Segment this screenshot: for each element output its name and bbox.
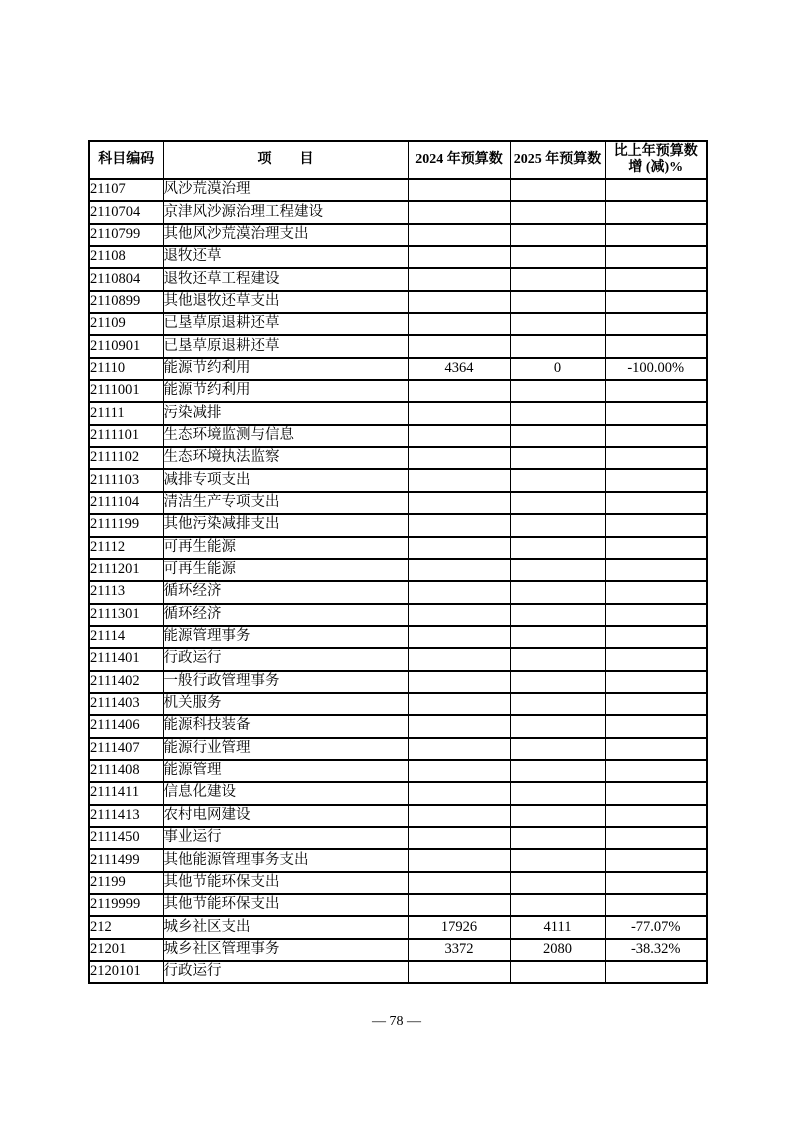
cell-change-pct (605, 201, 707, 223)
cell-code: 21199 (89, 872, 163, 894)
cell-change-pct (605, 805, 707, 827)
cell-budget-2024 (408, 805, 510, 827)
cell-code: 2111407 (89, 738, 163, 760)
cell-budget-2024 (408, 559, 510, 581)
cell-budget-2025 (510, 201, 605, 223)
cell-change-pct (605, 246, 707, 268)
cell-change-pct (605, 335, 707, 357)
cell-change-pct (605, 469, 707, 491)
cell-change-pct: -38.32% (605, 939, 707, 961)
cell-budget-2024: 3372 (408, 939, 510, 961)
cell-budget-2025 (510, 559, 605, 581)
cell-change-pct (605, 604, 707, 626)
cell-budget-2024 (408, 335, 510, 357)
cell-budget-2025 (510, 626, 605, 648)
cell-budget-2025 (510, 961, 605, 983)
cell-budget-2025 (510, 492, 605, 514)
cell-code: 2111413 (89, 805, 163, 827)
table-row (89, 581, 707, 603)
table-row (89, 849, 707, 871)
cell-change-pct (605, 447, 707, 469)
cell-budget-2024 (408, 268, 510, 290)
cell-budget-2025 (510, 849, 605, 871)
cell-item: 行政运行 (163, 648, 408, 670)
cell-budget-2025 (510, 581, 605, 603)
cell-change-pct (605, 760, 707, 782)
cell-budget-2025 (510, 604, 605, 626)
cell-code: 21110 (89, 358, 163, 380)
table-row (89, 425, 707, 447)
cell-budget-2024: 4364 (408, 358, 510, 380)
cell-item: 能源科技装备 (163, 715, 408, 737)
cell-budget-2025 (510, 872, 605, 894)
cell-budget-2025 (510, 827, 605, 849)
cell-change-pct: -100.00% (605, 358, 707, 380)
cell-budget-2024 (408, 738, 510, 760)
table-row (89, 671, 707, 693)
cell-item: 循环经济 (163, 604, 408, 626)
cell-change-pct (605, 402, 707, 424)
table-body (89, 179, 707, 983)
cell-budget-2025 (510, 805, 605, 827)
cell-item: 城乡社区管理事务 (163, 939, 408, 961)
cell-item: 可再生能源 (163, 559, 408, 581)
cell-budget-2024 (408, 827, 510, 849)
cell-change-pct (605, 224, 707, 246)
cell-budget-2024 (408, 313, 510, 335)
cell-change-pct (605, 693, 707, 715)
cell-budget-2024 (408, 447, 510, 469)
cell-change-pct (605, 715, 707, 737)
table-row (89, 447, 707, 469)
cell-code: 2111406 (89, 715, 163, 737)
cell-code: 2111403 (89, 693, 163, 715)
table-row (89, 179, 707, 201)
cell-budget-2024 (408, 648, 510, 670)
budget-table (88, 140, 708, 984)
cell-item: 退牧还草工程建设 (163, 268, 408, 290)
table-row (89, 514, 707, 536)
cell-item: 其他风沙荒漠治理支出 (163, 224, 408, 246)
cell-budget-2024 (408, 626, 510, 648)
cell-budget-2024 (408, 693, 510, 715)
table-row (89, 224, 707, 246)
cell-code: 2111001 (89, 380, 163, 402)
cell-budget-2025 (510, 738, 605, 760)
cell-change-pct (605, 380, 707, 402)
cell-change-pct (605, 268, 707, 290)
table-row (89, 402, 707, 424)
table-row (89, 827, 707, 849)
cell-code: 2111301 (89, 604, 163, 626)
cell-item: 已垦草原退耕还草 (163, 335, 408, 357)
cell-budget-2025 (510, 425, 605, 447)
cell-item: 已垦草原退耕还草 (163, 313, 408, 335)
col-header-budget-2024: 2024 年预算数 (408, 141, 510, 179)
cell-item: 风沙荒漠治理 (163, 179, 408, 201)
cell-code: 21114 (89, 626, 163, 648)
cell-budget-2025 (510, 894, 605, 916)
cell-change-pct (605, 671, 707, 693)
cell-item: 一般行政管理事务 (163, 671, 408, 693)
cell-item: 能源管理事务 (163, 626, 408, 648)
cell-code: 21113 (89, 581, 163, 603)
cell-change-pct (605, 849, 707, 871)
cell-budget-2024 (408, 671, 510, 693)
cell-budget-2024 (408, 782, 510, 804)
table-row (89, 537, 707, 559)
cell-change-pct (605, 313, 707, 335)
cell-budget-2025 (510, 715, 605, 737)
cell-budget-2025 (510, 648, 605, 670)
table-row (89, 291, 707, 313)
cell-budget-2025 (510, 224, 605, 246)
cell-code: 2110804 (89, 268, 163, 290)
cell-code: 2119999 (89, 894, 163, 916)
cell-change-pct (605, 827, 707, 849)
cell-budget-2025 (510, 760, 605, 782)
cell-budget-2025 (510, 313, 605, 335)
cell-code: 2111402 (89, 671, 163, 693)
table-row (89, 268, 707, 290)
cell-change-pct (605, 291, 707, 313)
cell-change-pct (605, 559, 707, 581)
cell-item: 其他退牧还草支出 (163, 291, 408, 313)
cell-item: 信息化建设 (163, 782, 408, 804)
cell-item: 污染减排 (163, 402, 408, 424)
cell-budget-2024 (408, 246, 510, 268)
table-row (89, 604, 707, 626)
cell-budget-2025 (510, 268, 605, 290)
cell-item: 清洁生产专项支出 (163, 492, 408, 514)
cell-code: 2111101 (89, 425, 163, 447)
cell-budget-2024 (408, 291, 510, 313)
header-row (89, 141, 707, 179)
cell-code: 212 (89, 916, 163, 938)
table-row (89, 872, 707, 894)
col-header-subject-code: 科目编码 (89, 141, 163, 179)
cell-change-pct (605, 782, 707, 804)
cell-budget-2024: 17926 (408, 916, 510, 938)
cell-budget-2024 (408, 179, 510, 201)
cell-budget-2024 (408, 380, 510, 402)
cell-item: 事业运行 (163, 827, 408, 849)
cell-item: 生态环境执法监察 (163, 447, 408, 469)
table-row (89, 246, 707, 268)
cell-code: 21201 (89, 939, 163, 961)
cell-budget-2025 (510, 447, 605, 469)
cell-code: 2111499 (89, 849, 163, 871)
cell-code: 2111103 (89, 469, 163, 491)
cell-change-pct (605, 872, 707, 894)
cell-budget-2024 (408, 224, 510, 246)
cell-budget-2025 (510, 335, 605, 357)
table-row (89, 335, 707, 357)
col-header-change-line2: 增 (减)% (628, 160, 684, 175)
cell-budget-2024 (408, 961, 510, 983)
cell-budget-2024 (408, 581, 510, 603)
cell-budget-2025 (510, 246, 605, 268)
cell-item: 机关服务 (163, 693, 408, 715)
cell-budget-2025 (510, 402, 605, 424)
cell-item: 京津风沙源治理工程建设 (163, 201, 408, 223)
table-row (89, 626, 707, 648)
cell-item: 行政运行 (163, 961, 408, 983)
cell-change-pct (605, 492, 707, 514)
cell-item: 其他节能环保支出 (163, 872, 408, 894)
cell-item: 退牧还草 (163, 246, 408, 268)
cell-code: 2110899 (89, 291, 163, 313)
cell-code: 2111199 (89, 514, 163, 536)
table-row (89, 358, 707, 380)
cell-code: 21107 (89, 179, 163, 201)
table-row (89, 648, 707, 670)
cell-change-pct (605, 581, 707, 603)
cell-budget-2024 (408, 201, 510, 223)
table-row (89, 313, 707, 335)
cell-budget-2025 (510, 782, 605, 804)
table-row (89, 894, 707, 916)
cell-code: 21111 (89, 402, 163, 424)
cell-budget-2025 (510, 380, 605, 402)
table-row (89, 469, 707, 491)
cell-item: 城乡社区支出 (163, 916, 408, 938)
cell-budget-2025 (510, 537, 605, 559)
cell-change-pct (605, 537, 707, 559)
table-row (89, 782, 707, 804)
cell-budget-2024 (408, 492, 510, 514)
cell-code: 21109 (89, 313, 163, 335)
cell-budget-2025 (510, 514, 605, 536)
cell-item: 能源节约利用 (163, 380, 408, 402)
cell-item: 减排专项支出 (163, 469, 408, 491)
cell-budget-2024 (408, 402, 510, 424)
cell-change-pct (605, 894, 707, 916)
table-row (89, 738, 707, 760)
cell-budget-2024 (408, 537, 510, 559)
cell-budget-2024 (408, 514, 510, 536)
page-number: — 78 — (372, 1014, 421, 1029)
cell-item: 农村电网建设 (163, 805, 408, 827)
table-row (89, 492, 707, 514)
cell-item: 其他能源管理事务支出 (163, 849, 408, 871)
cell-change-pct (605, 425, 707, 447)
cell-change-pct (605, 648, 707, 670)
cell-change-pct (605, 179, 707, 201)
table-row (89, 693, 707, 715)
cell-budget-2024 (408, 849, 510, 871)
cell-code: 2111102 (89, 447, 163, 469)
cell-budget-2025 (510, 291, 605, 313)
table-row (89, 715, 707, 737)
cell-budget-2024 (408, 604, 510, 626)
cell-change-pct: -77.07% (605, 916, 707, 938)
table-row (89, 380, 707, 402)
cell-budget-2024 (408, 425, 510, 447)
col-header-change-line1: 比上年预算数 (613, 144, 698, 159)
cell-change-pct (605, 738, 707, 760)
cell-item: 能源节约利用 (163, 358, 408, 380)
cell-budget-2025: 4111 (510, 916, 605, 938)
table-row (89, 760, 707, 782)
cell-code: 2111411 (89, 782, 163, 804)
cell-code: 2111450 (89, 827, 163, 849)
cell-budget-2024 (408, 894, 510, 916)
table-row (89, 961, 707, 983)
cell-code: 2110704 (89, 201, 163, 223)
cell-budget-2025 (510, 671, 605, 693)
cell-code: 2110799 (89, 224, 163, 246)
col-header-item: 项 目 (163, 141, 408, 179)
cell-change-pct (605, 961, 707, 983)
cell-code: 2111408 (89, 760, 163, 782)
table-row (89, 201, 707, 223)
cell-budget-2024 (408, 872, 510, 894)
cell-code: 2111104 (89, 492, 163, 514)
cell-code: 2120101 (89, 961, 163, 983)
col-header-change-pct (605, 141, 707, 179)
cell-item: 生态环境监测与信息 (163, 425, 408, 447)
table-row (89, 939, 707, 961)
cell-budget-2025 (510, 469, 605, 491)
cell-code: 2111401 (89, 648, 163, 670)
cell-code: 21108 (89, 246, 163, 268)
table-row (89, 559, 707, 581)
cell-budget-2025: 0 (510, 358, 605, 380)
cell-item: 其他污染减排支出 (163, 514, 408, 536)
cell-item: 可再生能源 (163, 537, 408, 559)
cell-budget-2025 (510, 179, 605, 201)
cell-code: 21112 (89, 537, 163, 559)
cell-item: 能源行业管理 (163, 738, 408, 760)
cell-code: 2110901 (89, 335, 163, 357)
cell-budget-2024 (408, 469, 510, 491)
cell-budget-2025: 2080 (510, 939, 605, 961)
table-row (89, 916, 707, 938)
col-header-budget-2025: 2025 年预算数 (510, 141, 605, 179)
cell-budget-2024 (408, 715, 510, 737)
cell-budget-2025 (510, 693, 605, 715)
cell-change-pct (605, 514, 707, 536)
cell-code: 2111201 (89, 559, 163, 581)
table-row (89, 805, 707, 827)
cell-change-pct (605, 626, 707, 648)
cell-item: 其他节能环保支出 (163, 894, 408, 916)
cell-item: 循环经济 (163, 581, 408, 603)
cell-budget-2024 (408, 760, 510, 782)
cell-item: 能源管理 (163, 760, 408, 782)
